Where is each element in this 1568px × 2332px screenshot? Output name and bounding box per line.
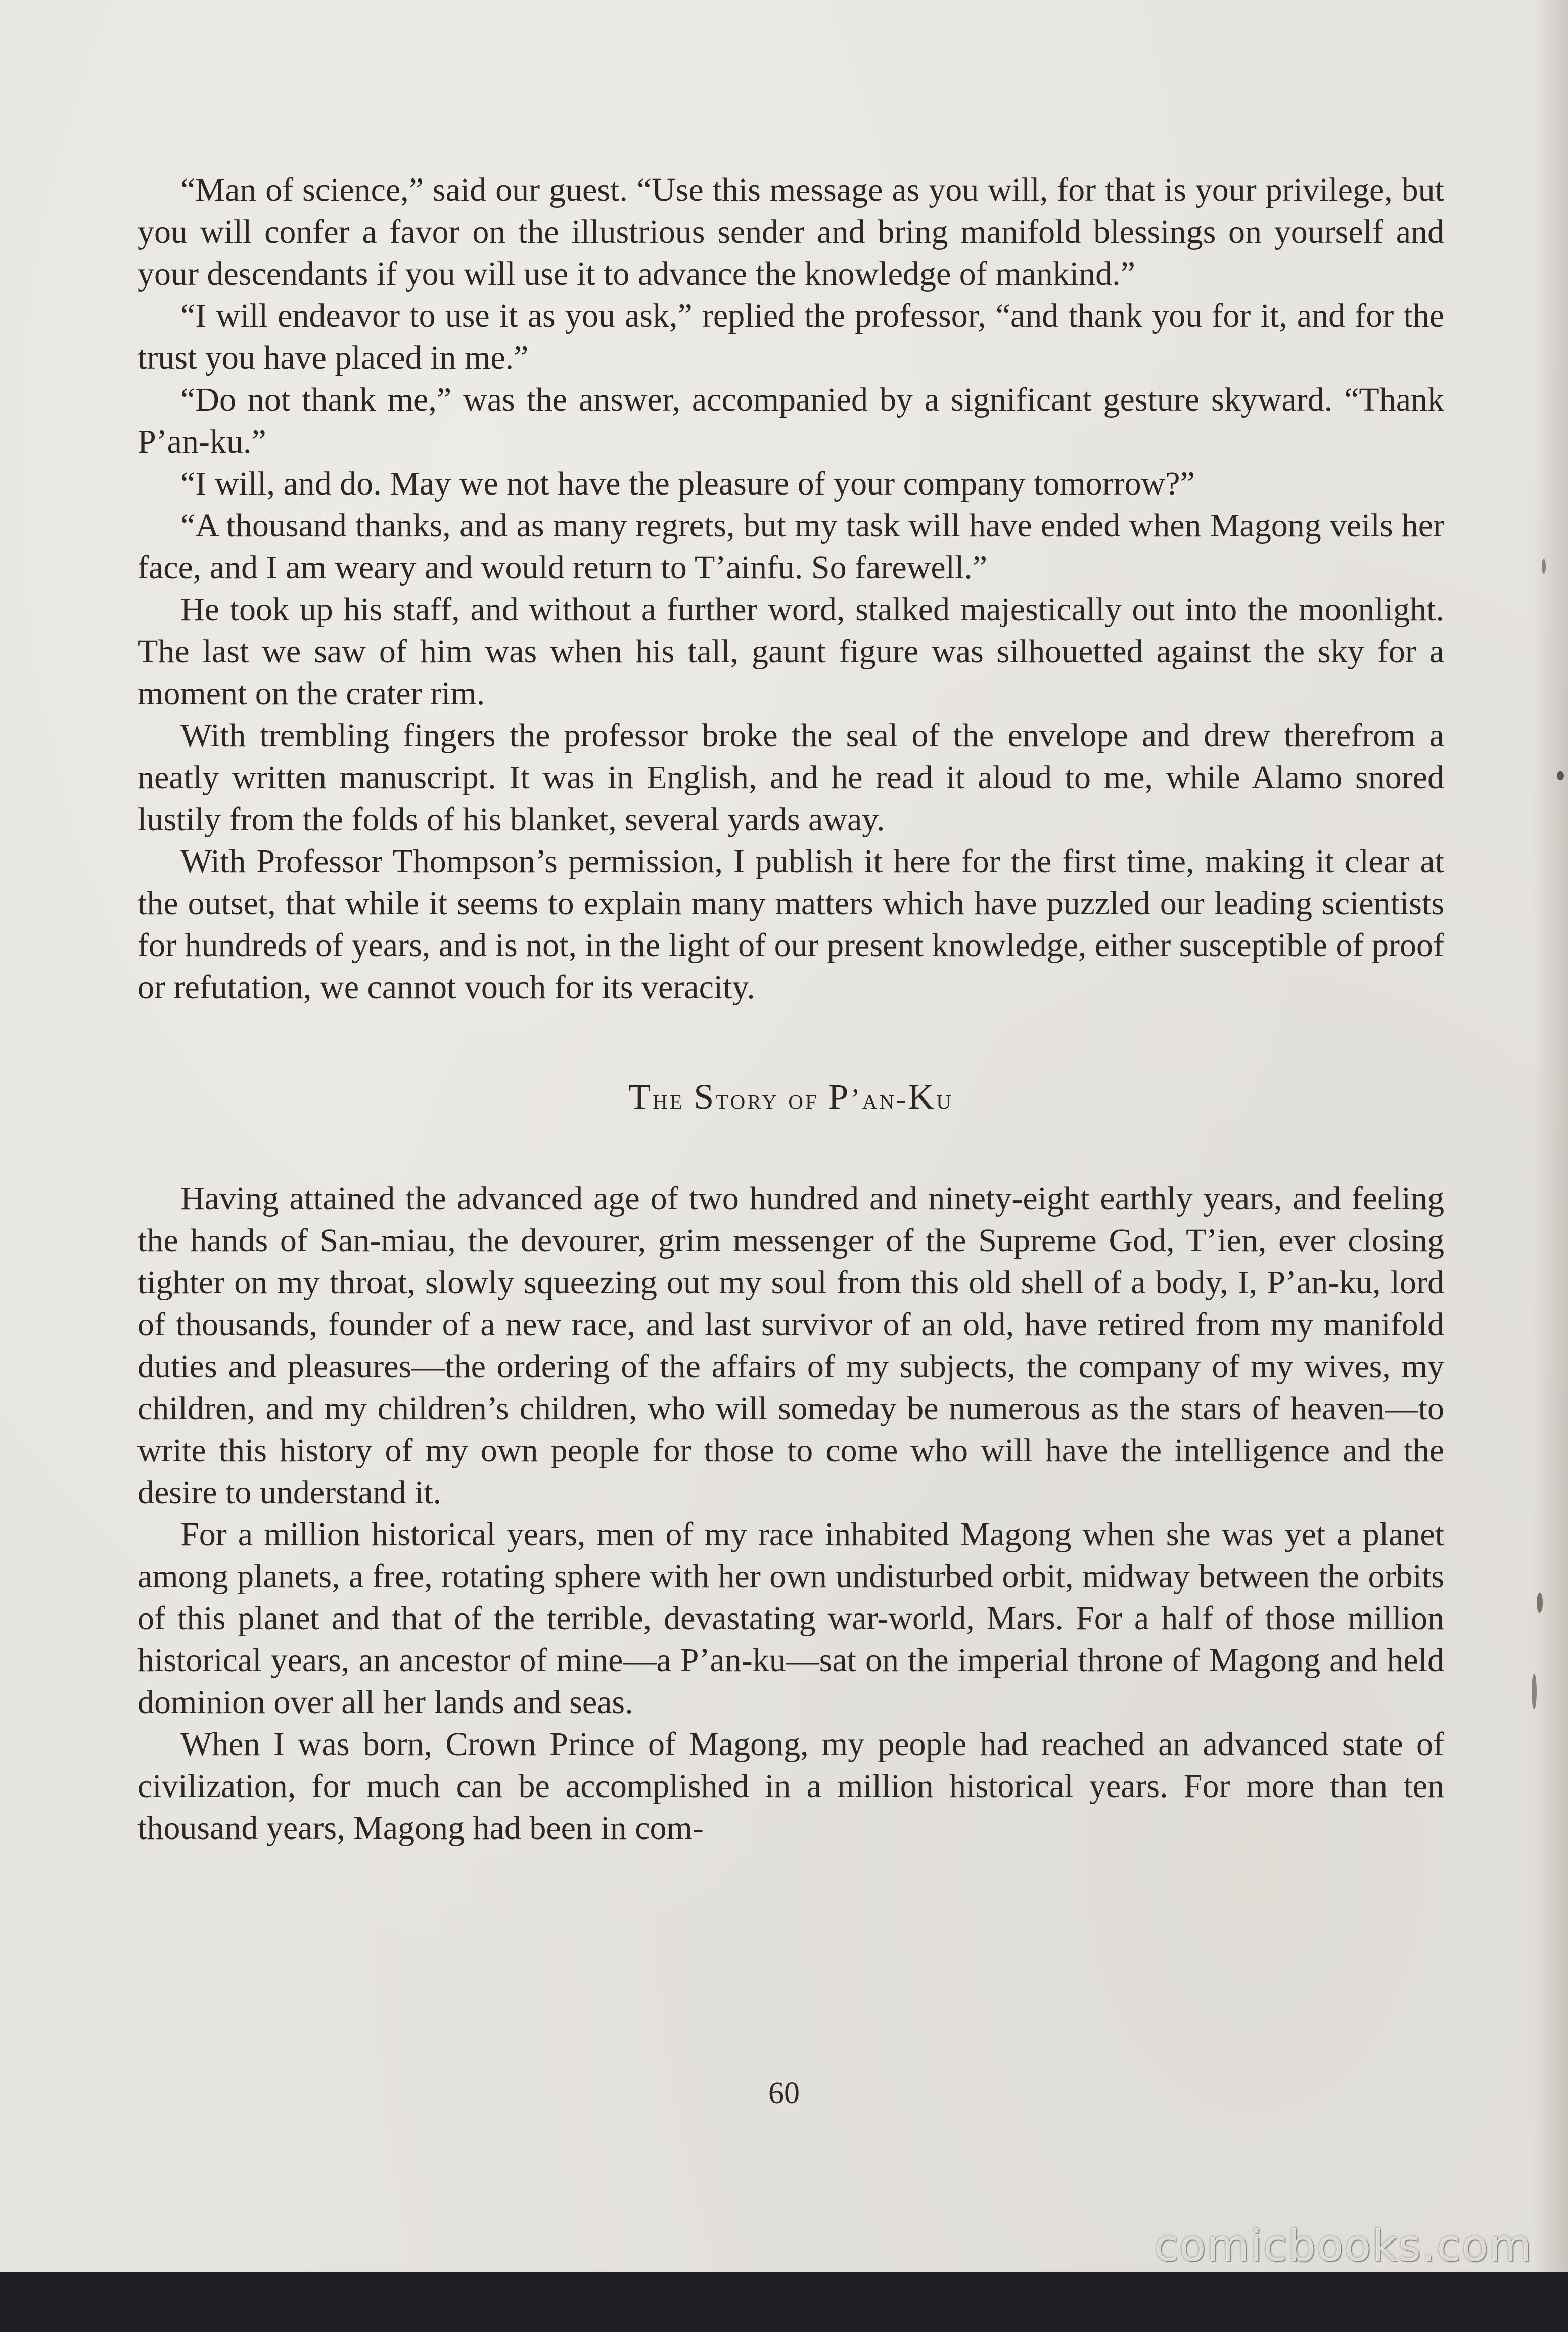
paragraph: “Man of science,” said our guest. “Use this message as you will, for that is your privilege, but you will confer a favor on the illustrious sender and bring manifold blessings on yourself and your descendants if you will use it to advance the knowledge of mankind.” bbox=[137, 171, 1444, 292]
paper-speck bbox=[1537, 1593, 1543, 1613]
site-watermark: comicbooks.com bbox=[1154, 2221, 1533, 2271]
page-number: 60 bbox=[768, 2076, 800, 2111]
section-heading bbox=[137, 1077, 1444, 1119]
paragraph: For a million historical years, men of my race inhabited Magong when she was yet a planet among planets, a free, rotating sphere with her own undisturbed orbit, midway between the orbits of this planet and that of the terrible, devastating war-world, Mars. For a half of those million historical years, an ancestor of mine—a P’an-ku—sat on the imperial throne of Magong and held dominion over all her lands and seas. bbox=[137, 1516, 1444, 1721]
heading-part: ’an- bbox=[850, 1083, 908, 1115]
heading-part: u bbox=[936, 1083, 953, 1115]
paper-speck bbox=[1557, 771, 1564, 780]
paragraph: When I was born, Crown Prince of Magong, my people had reached an advanced state of civilization, for much can be accomplished in a million historical years. For more than ten thousand years, Magong had been in com- bbox=[137, 1726, 1444, 1847]
paragraph: Having attained the advanced age of two hundred and ninety-eight earthly years, and feeling the hands of San-miau, the devourer, grim messenger of the Supreme God, T’ien, ever closing tighter on my throat, slowly squeezing out my soul from this old shell of a body, I, P’an-ku, lord of thousands, founder of a new race, and last survivor of an old, have retired from my manifold duties and pleasures—the ordering of the affairs of my subjects, the company of my wives, my children, and my children’s children, who will someday be numerous as the stars of heaven—to write this history of my own people for those to come who will have the intelligence and the desire to understand it. bbox=[137, 1180, 1444, 1511]
text-column bbox=[137, 169, 1444, 1849]
heading-part: he bbox=[653, 1083, 694, 1115]
paragraph: With trembling fingers the professor broke the seal of the envelope and drew therefrom a neatly written manuscript. It was in English, and he read it aloud to me, while Alamo snored lustily from the folds of his blanket, several yards away. bbox=[137, 717, 1444, 838]
page-edge-shadow bbox=[1533, 0, 1568, 2332]
heading-initial: K bbox=[908, 1077, 937, 1117]
paragraph: With Professor Thompson’s permission, I publish it here for the first time, making it clear at the outset, that while it seems to explain many matters which have puzzled our leading scientists for hundreds of years, and is not, in the light of our present knowledge, either susceptible of proof or refutation, we cannot vouch for its veracity. bbox=[137, 843, 1444, 1006]
paragraph: “I will endeavor to use it as you ask,” replied the professor, “and thank you for it, and for the trust you have placed in me.” bbox=[137, 297, 1444, 376]
heading-initial: S bbox=[694, 1077, 716, 1117]
scan-border-bottom bbox=[0, 2272, 1568, 2332]
paper-speck bbox=[1532, 1674, 1537, 1709]
paragraph: “A thousand thanks, and as many regrets, but my task will have ended when Magong veils her face, and I am weary and would return to T’ainfu. So farewell.” bbox=[137, 507, 1444, 586]
heading-initial: P bbox=[828, 1077, 851, 1117]
paper-speck bbox=[1542, 559, 1546, 574]
paragraph: “I will, and do. May we not have the pleasure of your company tomorrow?” bbox=[180, 465, 1195, 502]
heading-initial: T bbox=[628, 1077, 653, 1117]
paragraph: He took up his staff, and without a further word, stalked majestically out into the moonlight. The last we saw of him was when his tall, gaunt figure was silhouetted against the sky for a moment on the crater rim. bbox=[137, 591, 1444, 712]
paragraph: “Do not thank me,” was the answer, accompanied by a significant gesture skyward. “Thank P’an-ku.” bbox=[137, 381, 1444, 460]
heading-part: tory bbox=[716, 1083, 789, 1115]
heading-part: of bbox=[788, 1083, 828, 1115]
